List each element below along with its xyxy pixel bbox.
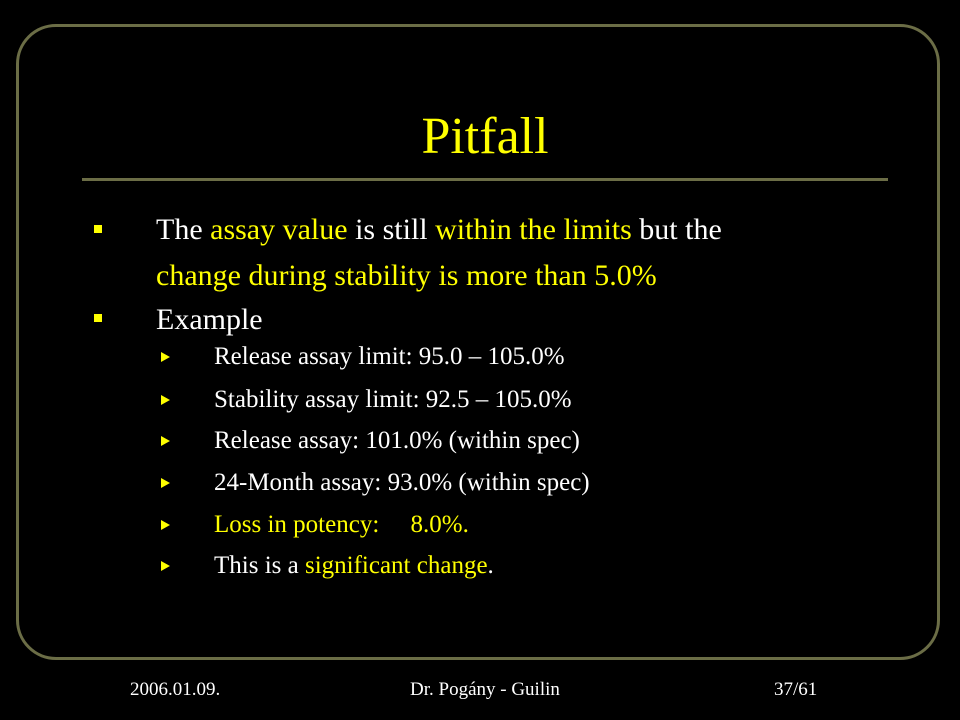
slide-title: Pitfall <box>421 108 549 165</box>
sub-bullet-release-assay: Release assay: 101.0% (within spec) <box>214 427 580 454</box>
bullet-2-text: Example <box>156 303 263 336</box>
arrowhead-bullet-icon <box>161 395 170 405</box>
title-divider <box>82 178 888 181</box>
text-segment: is still <box>347 213 436 246</box>
arrowhead-bullet-icon <box>161 520 170 530</box>
sub-bullet-significant-change <box>214 550 494 582</box>
text-segment: is more than 5.0% <box>430 259 657 292</box>
footer-author: Dr. Pogány - Guilin <box>410 679 560 700</box>
bullet-1-line-1 <box>156 211 722 249</box>
sub-bullet-release-limit: Release assay limit: 95.0 – 105.0% <box>214 343 565 370</box>
text-segment: The <box>156 213 211 246</box>
square-bullet-icon <box>94 314 102 322</box>
highlight-assay-value: assay value <box>210 213 348 246</box>
arrowhead-bullet-icon <box>161 561 170 571</box>
text-segment: . <box>487 552 494 579</box>
footer-date: 2006.01.09. <box>130 679 221 700</box>
text-segment: but the <box>631 213 722 246</box>
sub-bullet-24-month-assay: 24-Month assay: 93.0% (within spec) <box>214 469 590 496</box>
arrowhead-bullet-icon <box>161 478 170 488</box>
square-bullet-icon <box>94 225 102 233</box>
highlight-change-during-stability: change during stability <box>156 259 431 292</box>
sub-bullet-stability-limit: Stability assay limit: 92.5 – 105.0% <box>214 386 572 413</box>
sub-bullet-loss-in-potency: Loss in potency: 8.0%. <box>214 511 469 538</box>
highlight-significant-change: significant change <box>304 552 488 579</box>
highlight-within-limits: within the limits <box>435 213 632 246</box>
bullet-1-line-2 <box>156 257 657 295</box>
text-segment: This is a <box>214 552 305 579</box>
footer-page-number: 37/61 <box>774 679 818 700</box>
arrowhead-bullet-icon <box>161 436 170 446</box>
arrowhead-bullet-icon <box>161 352 170 362</box>
